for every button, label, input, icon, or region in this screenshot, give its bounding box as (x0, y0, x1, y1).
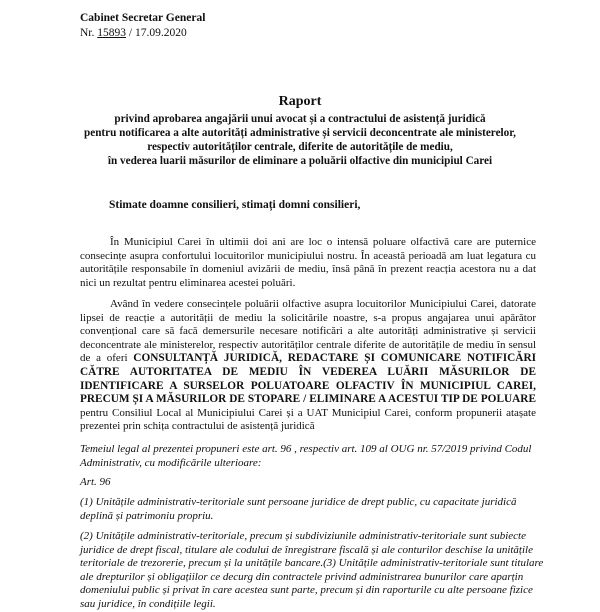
article-item-1: (1) Unitățile administrativ-teritoriale sunt persoane juridice de drept public, cu capacitate juridică deplină și patrimoniu propriu. (80, 496, 517, 522)
registration-number (80, 26, 187, 41)
paragraph-1: În Municipiul Carei în ultimii doi ani are loc o intensă poluare olfactivă care are puternice consecințe asupra confortului locuitorilor municipiului nostru. În această perioadă am luat legatura cu autoritățile responsabile în domeniul avizării de mediu, însă până în prezent reacția acestora nu a dat nici un rezultat pentru eliminarea acestei poluări. (80, 236, 536, 289)
subtitle-line: în vederea luarii măsurilor de eliminare a poluării olfactive din municipiul Carei (107, 155, 493, 167)
greeting: Stimate doamne consilieri, stimați domni consilieri, (109, 199, 361, 211)
subtitle-line: respectiv autorităților centrale, diferite de autoritățile de mediu, (147, 141, 453, 153)
report-title: Raport (278, 94, 322, 109)
article-heading: Art. 96 (80, 476, 111, 488)
department-name: Cabinet Secretar General (80, 12, 206, 24)
nr-prefix: Nr. (80, 27, 98, 39)
nr-number: 15893 (97, 27, 126, 39)
legal-basis: Temeiul legal al prezentei propuneri este art. 96 , respectiv art. 109 al OUG nr. 57/2019 privind Codul Administrativ, cu modificările ulterioare: (80, 443, 532, 469)
article-item-2: (2) Unitățile administrativ-teritoriale, precum și subdiviziunile administrativ-teritoriale sunt subiecte juridice de drept fiscal, titulare ale codului de înregistrare fiscală și ale conturilor deschise la unitățile teritoriale de trezorerie, precum și la unitățile bancare.(3) Unitățile administrativ-teritoriale sunt titulare ale drepturilor și obligațiilor ce decurg din contractele privind administrarea bunurilor care aparțin domeniului public și privat în care acestea sunt parte, precum și din raporturile cu alte persoane fizice sau juridice, în condițiile legii. (80, 530, 544, 610)
report-subtitle (30, 112, 570, 168)
subtitle-line: privind aprobarea angajării unui avocat și a contractului de asistență juridică (114, 113, 486, 125)
subtitle-line: pentru notificarea a alte autorități administrative și servicii deconcentrate ale ministerelor, (84, 127, 516, 139)
paragraph-2-start: Având în vedere consecințele poluării olfactive asupra locuitorilor Municipiului Carei, datorate lipsei de reacție a autorității de mediu la solicitările noastre, s-a propus angajarea unui apărător convențional care să facă demersurile necesare notificări a alte autorități administrative și servicii deconcentrate ale ministerelor, respectiv autorităților centrale diferite de autoritățile de mediu în sensul de a oferi (80, 298, 536, 365)
paragraph-2-emphasis: CONSULTANȚĂ JURIDICĂ, REDACTARE ȘI COMUNICARE NOTIFICĂRI CĂTRE AUTORITATEA DE MEDIU ÎN VEDEREA LUĂRII MĂSURILOR DE IDENTIFICARE A SURSELOR POLUATOARE OLFACTIV ÎN MUNICIPIUL CAREI, PRECUM ȘI A MĂSURILOR DE STOPARE / ELIMINARE A ACESTUI TIP DE POLUARE (80, 352, 537, 406)
nr-date: / 17.09.2020 (126, 27, 187, 39)
paragraph-2 (80, 298, 536, 434)
paragraph-2-end: pentru Consiliul Local al Municipiului Carei și a UAT Municipiul Carei, conform propunerii atașate prezentei prin schița contractului de asistență juridică (80, 406, 536, 433)
